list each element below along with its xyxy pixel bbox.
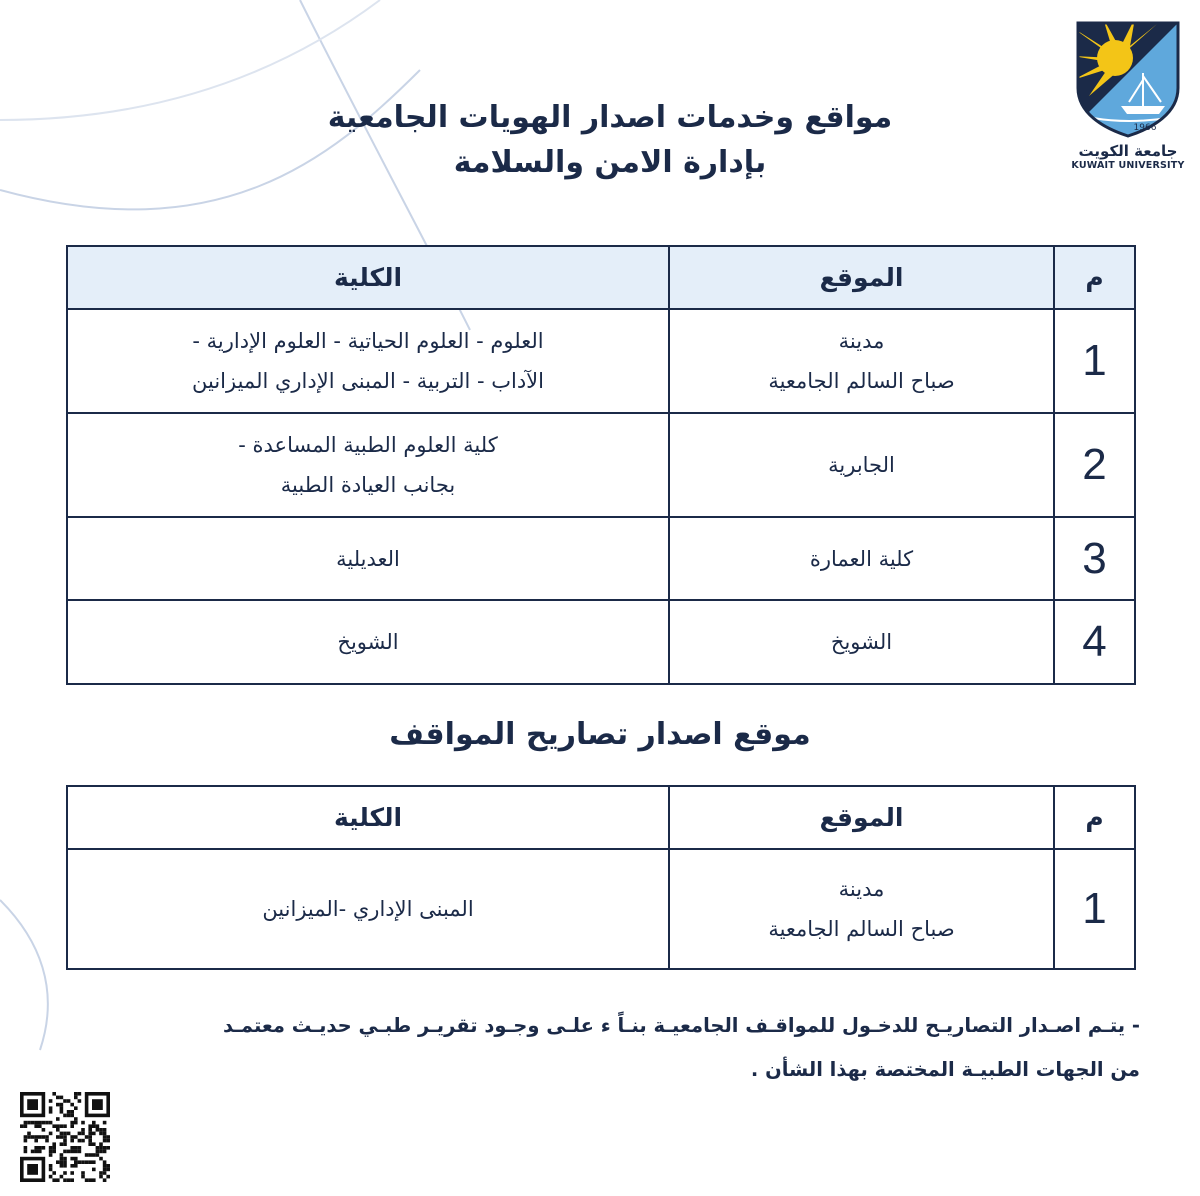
row-faculty bbox=[67, 517, 669, 600]
row-number: 3 bbox=[1054, 517, 1135, 600]
row-faculty bbox=[67, 309, 669, 413]
table-row bbox=[67, 309, 1135, 413]
header-num: م bbox=[1054, 246, 1135, 309]
row-faculty bbox=[67, 849, 669, 969]
faculty-line: الشويخ bbox=[337, 630, 399, 654]
note-line-1: - يتـم اصـدار التصاريـح للدخـول للمواقـف الجامعيـة بنـاً ء علـى وجـود تقريـر طبـي حديـث معتمـد bbox=[222, 1014, 1140, 1037]
faculty-line: بجانب العيادة الطبية bbox=[280, 473, 456, 497]
header-faculty: الكلية bbox=[67, 786, 669, 849]
table-row bbox=[67, 849, 1135, 969]
row-location bbox=[669, 309, 1054, 413]
page-title-line-2: بإدارة الامن والسلامة bbox=[453, 145, 767, 180]
logo-year: 1966 bbox=[1133, 123, 1157, 133]
location-line: الجابرية bbox=[828, 453, 895, 477]
row-faculty bbox=[67, 413, 669, 517]
header-location: الموقع bbox=[669, 246, 1054, 309]
location-line: مدينة bbox=[838, 329, 885, 353]
header-num: م bbox=[1054, 786, 1135, 849]
permit-note bbox=[60, 1004, 1140, 1092]
logo-name-arabic: جامعة الكويت bbox=[1078, 142, 1178, 160]
faculty-line: المبنى الإداري -الميزانين bbox=[262, 897, 474, 921]
kuwait-university-emblem-icon bbox=[1073, 18, 1183, 138]
table-row bbox=[67, 517, 1135, 600]
page-title-line-1: مواقع وخدمات اصدار الهويات الجامعية bbox=[327, 100, 893, 135]
location-line: كلية العمارة bbox=[809, 546, 914, 571]
row-location bbox=[669, 600, 1054, 684]
row-number: 4 bbox=[1054, 600, 1135, 684]
location-line: الشويخ bbox=[830, 630, 893, 654]
row-number: 1 bbox=[1054, 849, 1135, 969]
id-issuance-table bbox=[66, 245, 1136, 685]
logo-name-english: KUWAIT UNIVERSITY bbox=[1071, 160, 1185, 171]
row-location bbox=[669, 849, 1054, 969]
location-line: مدينة bbox=[838, 877, 885, 901]
table-row bbox=[67, 600, 1135, 684]
faculty-line: العلوم - العلوم الحياتية - العلوم الإدارية - bbox=[192, 329, 544, 353]
location-line: صباح السالم الجامعية bbox=[768, 917, 955, 941]
table-row bbox=[67, 413, 1135, 517]
header-faculty: الكلية bbox=[67, 246, 669, 309]
row-location bbox=[669, 517, 1054, 600]
note-line-2: من الجهات الطبيـة المختصة بهذا الشأن . bbox=[750, 1058, 1140, 1081]
row-number: 1 bbox=[1054, 309, 1135, 413]
table-header-row bbox=[67, 786, 1135, 849]
qr-code-icon[interactable] bbox=[20, 1092, 110, 1182]
row-faculty bbox=[67, 600, 669, 684]
location-line: صباح السالم الجامعية bbox=[768, 369, 955, 393]
faculty-line: كلية العلوم الطبية المساعدة - bbox=[238, 433, 498, 457]
row-number: 2 bbox=[1054, 413, 1135, 517]
university-logo bbox=[1062, 18, 1194, 171]
parking-section-title: موقع اصدار تصاريح المواقف bbox=[389, 717, 811, 752]
faculty-line: العديلية bbox=[336, 546, 400, 571]
table-header-row bbox=[67, 246, 1135, 309]
faculty-line: الآداب - التربية - المبنى الإداري الميزانين bbox=[192, 369, 544, 393]
row-location bbox=[669, 413, 1054, 517]
parking-permit-table bbox=[66, 785, 1136, 970]
header-location: الموقع bbox=[669, 786, 1054, 849]
